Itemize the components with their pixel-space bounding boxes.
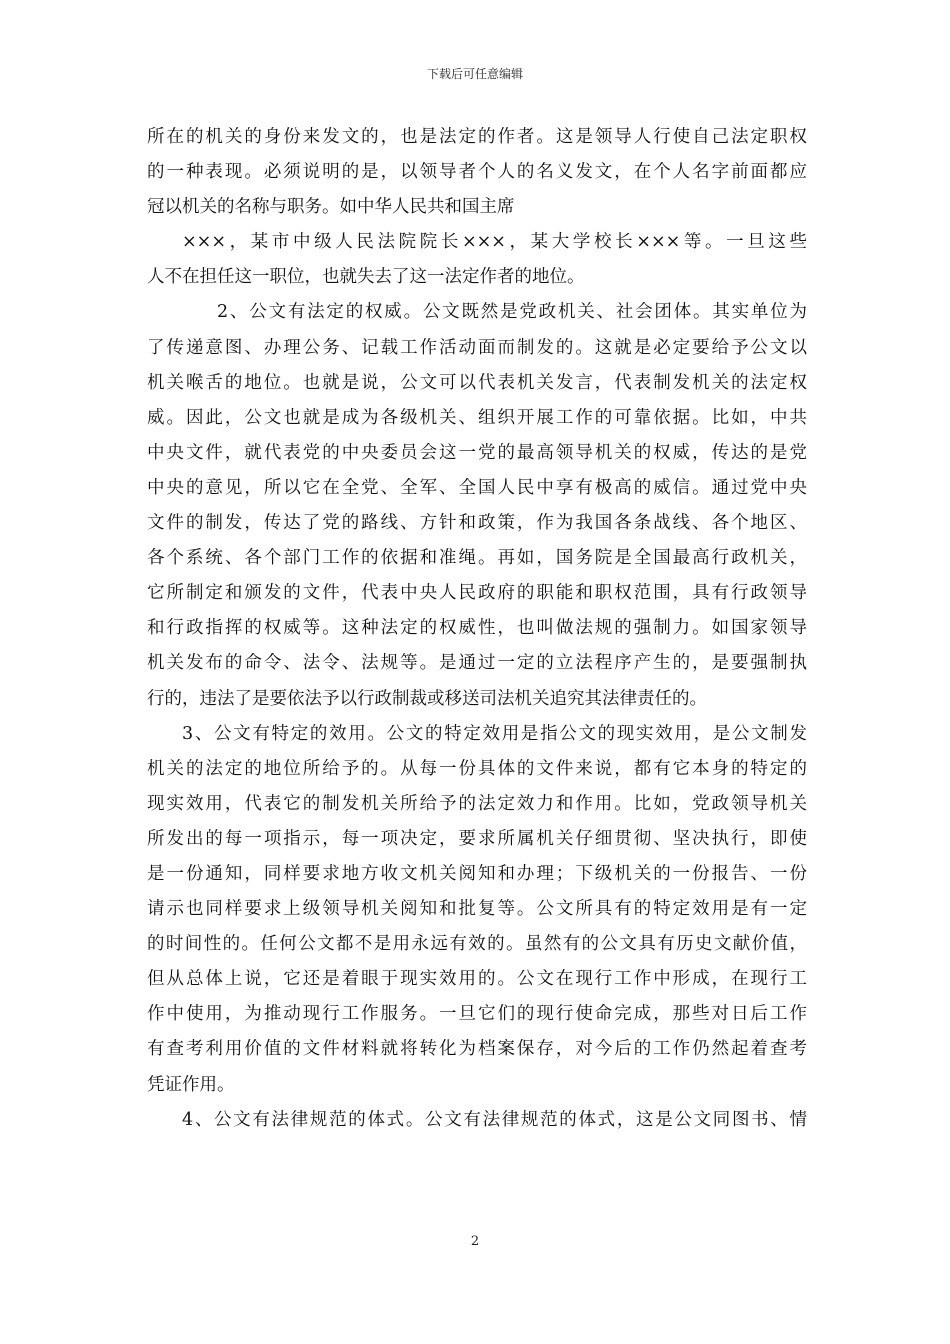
text-line: 了传递意图、办理公务、记载工作活动面而制发的。这就是必定要给予公文以 <box>147 337 807 358</box>
text-line: 但从总体上说，它还是着眼于现实效用的。公文在现行工作中形成，在现行工 <box>147 969 807 990</box>
text-line: 所在的机关的身份来发文的，也是法定的作者。这是领导人行使自己法定职权 <box>147 127 807 147</box>
text-line: 人不在担任这一职位，也就失去了这一法定作者的地位。 <box>147 267 585 288</box>
text-line: 4、公文有法律规范的体式。公文有法律规范的体式，这是公文同图书、情 <box>182 1109 807 1130</box>
text-line: 的一种表现。必须说明的是，以领导者个人的名义发文，在个人名字前面都应 <box>147 162 807 183</box>
text-line: 作中使用，为推动现行工作服务。一旦它们的现行使命完成，那些对日后工作 <box>147 1004 807 1025</box>
page-header: 下载后可任意编辑 <box>426 67 523 81</box>
text-line: 是一份通知，同样要求地方收文机关阅知和办理；下级机关的一份报告、一份 <box>147 863 807 884</box>
text-line: 的时间性的。任何公文都不是用永远有效的。虽然有的公文具有历史文献价值， <box>147 934 807 955</box>
text-line: 3、公文有特定的效用。公文的特定效用是指公文的现实效用，是公文制发 <box>182 723 807 744</box>
document-body <box>147 120 807 1138</box>
text-line: 和行政指挥的权威等。这种法定的权威性，也叫做法规的强制力。如国家领导 <box>147 618 807 639</box>
text-line: 请示也同样要求上级领导机关阅知和批复等。公文所具有的特定效用是有一定 <box>147 899 807 920</box>
text-line: 文件的制发，传达了党的路线、方针和政策，作为我国各条战线、各个地区、 <box>147 513 807 534</box>
text-line: 行的，违法了是要依法予以行政制裁或移送司法机关追究其法律责任的。 <box>147 688 707 709</box>
text-line: 威。因此，公文也就是成为各级机关、组织开展工作的可靠依据。比如，中共 <box>147 407 807 428</box>
text-line: 所发出的每一项指示，每一项决定，要求所属机关仔细贯彻、坚决执行，即使 <box>147 828 807 849</box>
text-line: ×××，某市中级人民法院院长×××，某大学校长×××等。一旦这些 <box>182 232 807 253</box>
text-line: 机关喉舌的地位。也就是说，公文可以代表机关发言，代表制发机关的法定权 <box>147 372 807 393</box>
text-line: 各个系统、各个部门工作的依据和准绳。再如，国务院是全国最高行政机关， <box>147 548 807 569</box>
text-line: 冠以机关的名称与职务。如中华人民共和国主席 <box>147 197 515 218</box>
text-line: 中央文件，就代表党的中央委员会这一党的最高领导机关的权威，传达的是党 <box>147 442 807 463</box>
text-line: 它所制定和颁发的文件，代表中央人民政府的职能和职权范围，具有行政领导 <box>147 583 807 604</box>
text-line: 2、公文有法定的权威。公文既然是党政机关、社会团体。其实单位为 <box>217 302 807 323</box>
text-line: 现实效用，代表它的制发机关所给予的法定效力和作用。比如，党政领导机关 <box>147 793 807 814</box>
text-line: 机关的法定的地位所给予的。从每一份具体的文件来说，都有它本身的特定的 <box>147 758 807 779</box>
text-line: 有查考利用价值的文件材料就将转化为档案保存，对今后的工作仍然起着查考 <box>147 1039 807 1060</box>
text-line: 机关发布的命令、法令、法规等。是通过一定的立法程序产生的，是要强制执 <box>147 653 807 674</box>
text-line: 中央的意见，所以它在全党、全军、全国人民中享有极高的威信。通过党中央 <box>147 477 807 498</box>
page-number: 2 <box>470 1234 480 1249</box>
text-line: 凭证作用。 <box>147 1074 235 1095</box>
